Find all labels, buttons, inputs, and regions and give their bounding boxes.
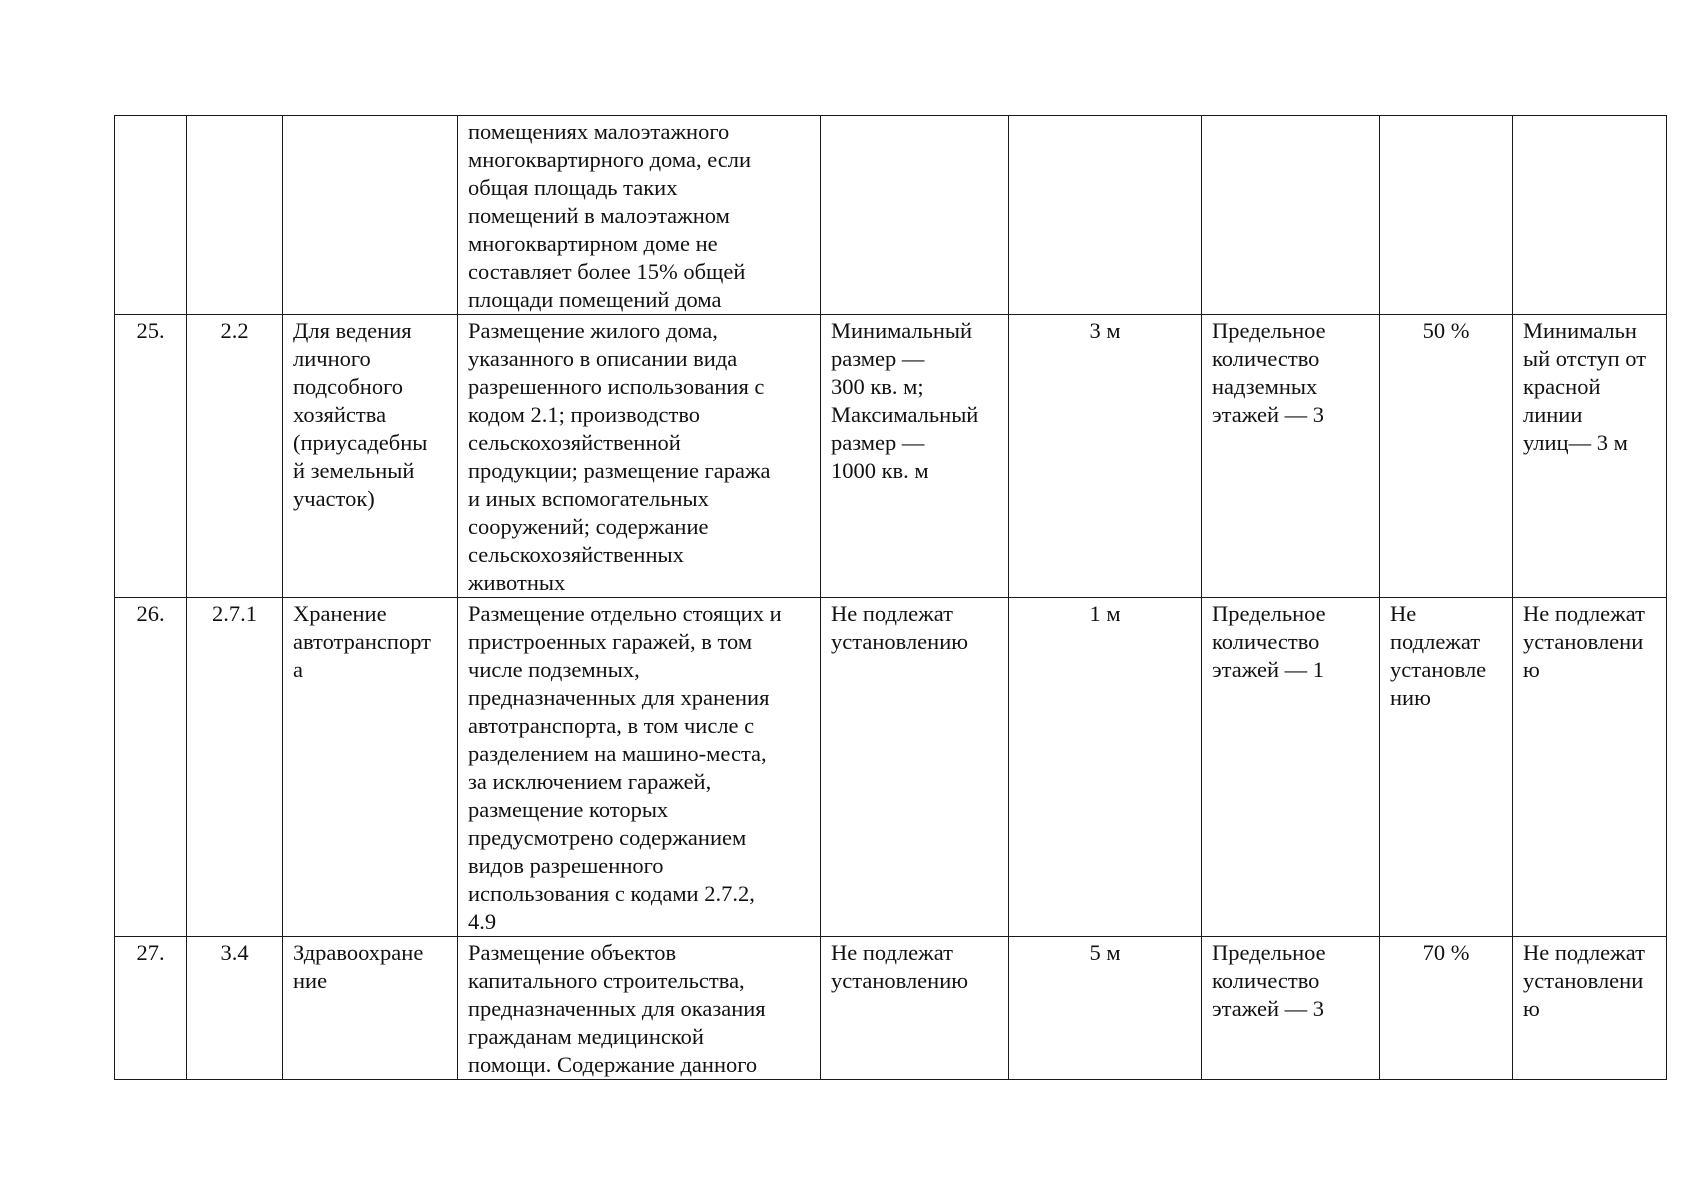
plot-size-cell: Не подлежат установлению <box>821 937 1009 1080</box>
plot-size-cell: Не подлежат установлению <box>821 598 1009 937</box>
row-number-cell: 27. <box>115 937 187 1080</box>
use-description-cell: помещениях малоэтажного многоквартирного дома, если общая площадь таких помещений в малоэтажном многоквартирном доме не составляет более 15% общей площади помещений дома <box>458 116 821 315</box>
other-params-cell: Не подлежат установлени ю <box>1513 937 1667 1080</box>
plot-size-cell: Минимальный размер — 300 кв. м; Максимальный размер — 1000 кв. м <box>821 315 1009 598</box>
other-params-cell: Минимальн ый отступ от красной линии улиц— 3 м <box>1513 315 1667 598</box>
other-params-cell <box>1513 116 1667 315</box>
row-number-cell: 25. <box>115 315 187 598</box>
use-code-cell <box>187 116 283 315</box>
use-description-cell: Размещение жилого дома, указанного в описании вида разрешенного использования с кодом 2.1; производство сельскохозяйственной продукции; размещение гаража и иных вспомогательных сооружений; содержание сельскохозяйственных животных <box>458 315 821 598</box>
coverage-cell: 70 % <box>1380 937 1513 1080</box>
use-name-cell: Хранение автотранспорт а <box>283 598 458 937</box>
setback-cell <box>1009 116 1202 315</box>
table-row <box>115 937 1667 1080</box>
table-row <box>115 315 1667 598</box>
setback-cell: 3 м <box>1009 315 1202 598</box>
use-description-cell: Размещение отдельно стоящих и пристроенных гаражей, в том числе подземных, предназначенных для хранения автотранспорта, в том числе с разделением на машино-места, за исключением гаражей, размещение которых предусмотрено содержанием видов разрешенного использования с кодами 2.7.2, 4.9 <box>458 598 821 937</box>
use-code-cell: 3.4 <box>187 937 283 1080</box>
use-name-cell: Здравоохране ние <box>283 937 458 1080</box>
table-row <box>115 598 1667 937</box>
floors-cell: Предельное количество этажей — 3 <box>1202 937 1380 1080</box>
coverage-cell: Не подлежат установле нию <box>1380 598 1513 937</box>
row-number-cell: 26. <box>115 598 187 937</box>
use-name-cell <box>283 116 458 315</box>
setback-cell: 5 м <box>1009 937 1202 1080</box>
use-name-cell: Для ведения личного подсобного хозяйства (приусадебны й земельный участок) <box>283 315 458 598</box>
other-params-cell: Не подлежат установлени ю <box>1513 598 1667 937</box>
setback-cell: 1 м <box>1009 598 1202 937</box>
floors-cell: Предельное количество надземных этажей — 3 <box>1202 315 1380 598</box>
use-description-cell: Размещение объектов капитального строительства, предназначенных для оказания гражданам медицинской помощи. Содержание данного <box>458 937 821 1080</box>
row-number-cell <box>115 116 187 315</box>
use-code-cell: 2.7.1 <box>187 598 283 937</box>
plot-size-cell <box>821 116 1009 315</box>
floors-cell: Предельное количество этажей — 1 <box>1202 598 1380 937</box>
coverage-cell <box>1380 116 1513 315</box>
coverage-cell: 50 % <box>1380 315 1513 598</box>
table-row <box>115 116 1667 315</box>
floors-cell <box>1202 116 1380 315</box>
use-code-cell: 2.2 <box>187 315 283 598</box>
land-use-regulations-table <box>114 115 1667 1080</box>
